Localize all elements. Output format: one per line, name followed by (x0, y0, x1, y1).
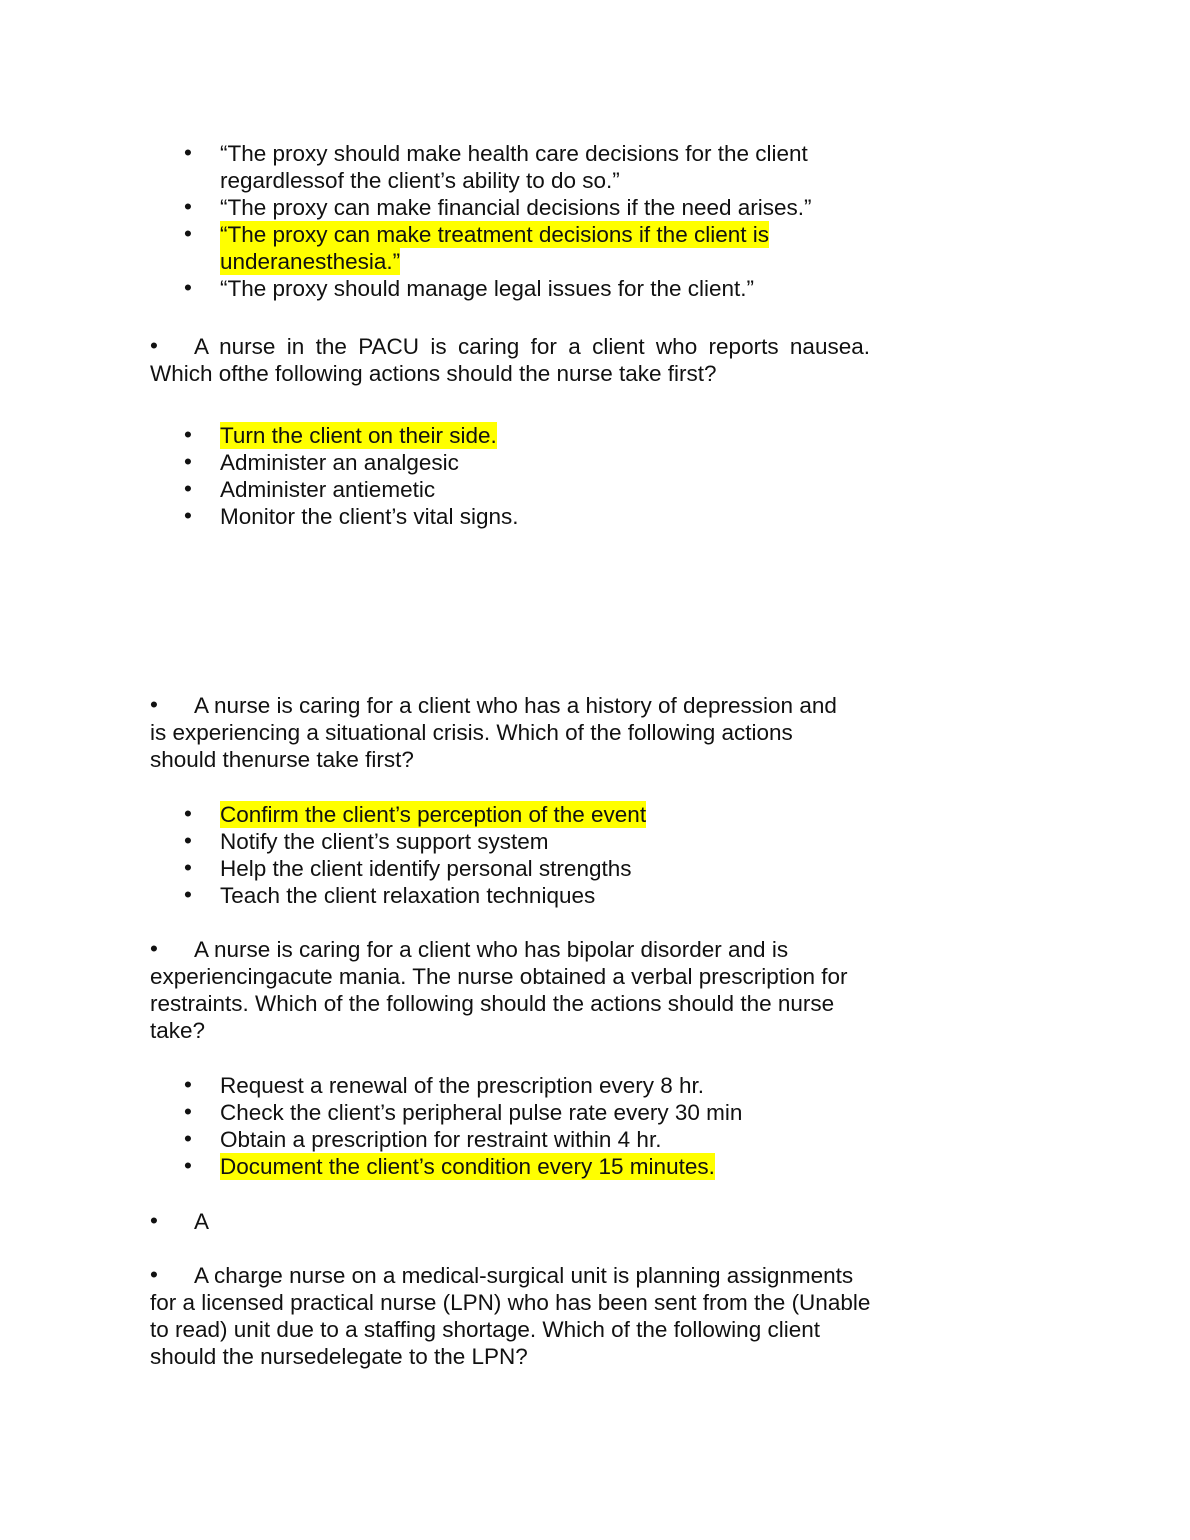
bullet: • (184, 801, 192, 826)
question-text: experiencingacute mania. The nurse obtained a verbal prescription for (150, 964, 848, 989)
question-text: restraints. Which of the following should the actions should the nurse (150, 991, 835, 1016)
bullet: • (184, 221, 192, 246)
bullet: • (184, 1072, 192, 1097)
question-text: should the nursedelegate to the LPN? (150, 1344, 528, 1369)
question-text: should thenurse take first? (150, 747, 414, 772)
question-bullet: • (150, 1208, 158, 1233)
option-text: “The proxy should make health care decisions for the client (220, 141, 808, 166)
option-text: “The proxy can make financial decisions if the need arises.” (220, 195, 812, 220)
question-text: to read) unit due to a staffing shortage. Which of the following client (150, 1317, 820, 1342)
question-text: A nurse is caring for a client who has a history of depression and (194, 693, 837, 718)
question-text: A (194, 1209, 210, 1234)
bullet: • (184, 194, 192, 219)
question-bullet: • (150, 692, 158, 717)
bullet: • (184, 140, 192, 165)
option-text-highlighted: Document the client’s condition every 15 minutes. (220, 1154, 715, 1179)
option-text-highlighted: Confirm the client’s perception of the event (220, 802, 647, 827)
option-text: Request a renewal of the prescription every 8 hr. (220, 1073, 705, 1098)
option-text: Help the client identify personal strengths (220, 856, 632, 881)
bullet: • (184, 882, 192, 907)
bullet: • (184, 449, 192, 474)
bullet: • (184, 275, 192, 300)
question-bullet: • (150, 936, 158, 961)
question-text: for a licensed practical nurse (LPN) who has been sent from the (Unable (150, 1290, 871, 1315)
option-text: Administer antiemetic (220, 477, 436, 502)
question-text: is experiencing a situational crisis. Which of the following actions (150, 720, 793, 745)
option-text: Administer an analgesic (220, 450, 459, 475)
option-text: Notify the client’s support system (220, 829, 549, 854)
bullet: • (184, 503, 192, 528)
bullet: • (184, 422, 192, 447)
option-text: Check the client’s peripheral pulse rate every 30 min (220, 1100, 743, 1125)
bullet: • (184, 476, 192, 501)
option-text-highlighted: underanesthesia.” (220, 249, 401, 274)
question-bullet: • (150, 1262, 158, 1287)
option-text: Monitor the client’s vital signs. (220, 504, 519, 529)
question-text: Which ofthe following actions should the nurse take first? (150, 361, 717, 386)
bullet: • (184, 855, 192, 880)
question-text: A nurse in the PACU is caring for a client who reports nausea. (194, 334, 870, 359)
option-text-highlighted: Turn the client on their side. (220, 423, 497, 448)
question-text: A charge nurse on a medical-surgical unit is planning assignments (194, 1263, 854, 1288)
question-bullet: • (150, 333, 158, 358)
option-text: Teach the client relaxation techniques (220, 883, 596, 908)
bullet: • (184, 1099, 192, 1124)
option-text: Obtain a prescription for restraint within 4 hr. (220, 1127, 662, 1152)
bullet: • (184, 1153, 192, 1178)
question-text: take? (150, 1018, 206, 1043)
bullet: • (184, 1126, 192, 1151)
bullet: • (184, 828, 192, 853)
option-text: “The proxy should manage legal issues for the client.” (220, 276, 755, 301)
option-text: regardlessof the client’s ability to do so.” (220, 168, 620, 193)
question-text: A nurse is caring for a client who has bipolar disorder and is (194, 937, 789, 962)
option-text-highlighted: “The proxy can make treatment decisions if the client is (220, 222, 769, 247)
